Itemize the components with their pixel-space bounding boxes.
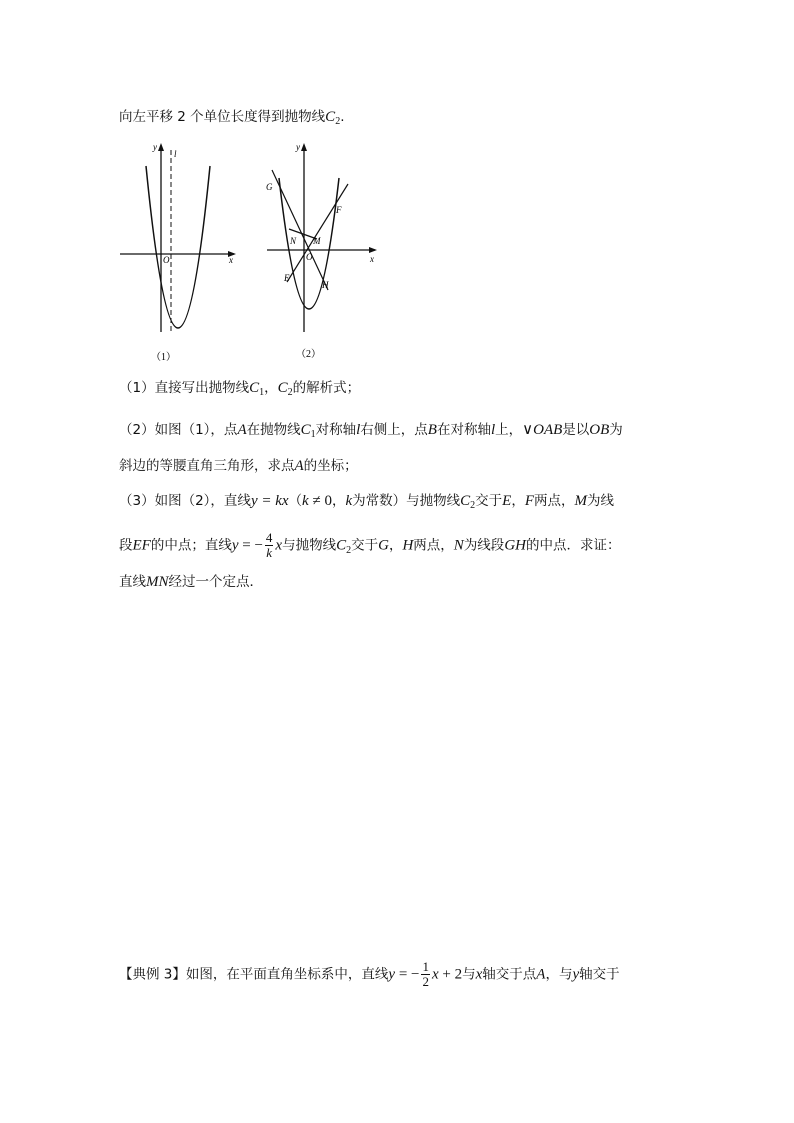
question-3-line-3: 直线MN经过一个定点． — [119, 574, 263, 590]
fig2-point-F: F — [336, 205, 342, 215]
fig2-x-arrow — [369, 247, 377, 253]
question-1: （1）直接写出抛物线$C_1$，$C_2$的解析式； — [119, 380, 361, 398]
fig1-x-label: x — [229, 255, 233, 265]
fig1-y-label: y — [153, 142, 157, 152]
figure-1 — [120, 142, 236, 363]
question-3-line-2: 段EF的中点；直线y = − $\frac{4}{k}$ x与抛物线$C_2$交于G，H两点，N为线段GH的中点．求证： — [119, 530, 621, 560]
fig1-line-label: l — [174, 149, 177, 159]
fig1-parabola — [146, 166, 210, 328]
fig2-y-arrow — [301, 143, 307, 151]
fig2-caption: （2） — [296, 349, 321, 360]
fig1-caption: （1） — [151, 352, 176, 363]
fig1-y-arrow — [158, 143, 164, 151]
intro-line: 向左平移 2 个单位长度得到抛物线$C_2$. — [119, 109, 345, 127]
example-3-line: 【典例 3】如图，在平面直角坐标系中，直线y = − $\frac{1}{2}$ x + 2与x轴交于点A，与y轴交于 — [119, 959, 620, 989]
fig2-point-M: M — [313, 236, 321, 246]
figures — [115, 138, 395, 370]
fig2-y-label: y — [296, 142, 300, 152]
fraction-4-over-k: $\frac{4}{k}$ — [265, 530, 273, 560]
question-2-line-1: （2）如图（1），点A在抛物线$C_1$对称轴l右侧上，点B在对称轴l上，∨OAB是以OB为 — [119, 422, 623, 440]
fig2-point-H: H — [322, 280, 329, 290]
fig2-point-E: E — [284, 273, 290, 283]
question-2-line-2: 斜边的等腰直角三角形，求点A的坐标； — [119, 458, 358, 474]
question-3-line-1: （3）如图（2），直线y = kx（k ≠ 0，k为常数）与抛物线$C_2$交于E，F两点，M为线 — [119, 493, 614, 511]
fraction-1-over-2: $\frac{1}{2}$ — [422, 959, 429, 989]
fig2-point-N: N — [290, 236, 297, 246]
fig2-point-G: G — [266, 182, 273, 192]
fig1-origin-label: O — [163, 255, 170, 265]
figure-2 — [266, 142, 377, 360]
fig2-x-label: x — [370, 254, 374, 264]
fig2-origin-label: O — [306, 252, 313, 262]
fig2-parabola — [279, 178, 339, 309]
